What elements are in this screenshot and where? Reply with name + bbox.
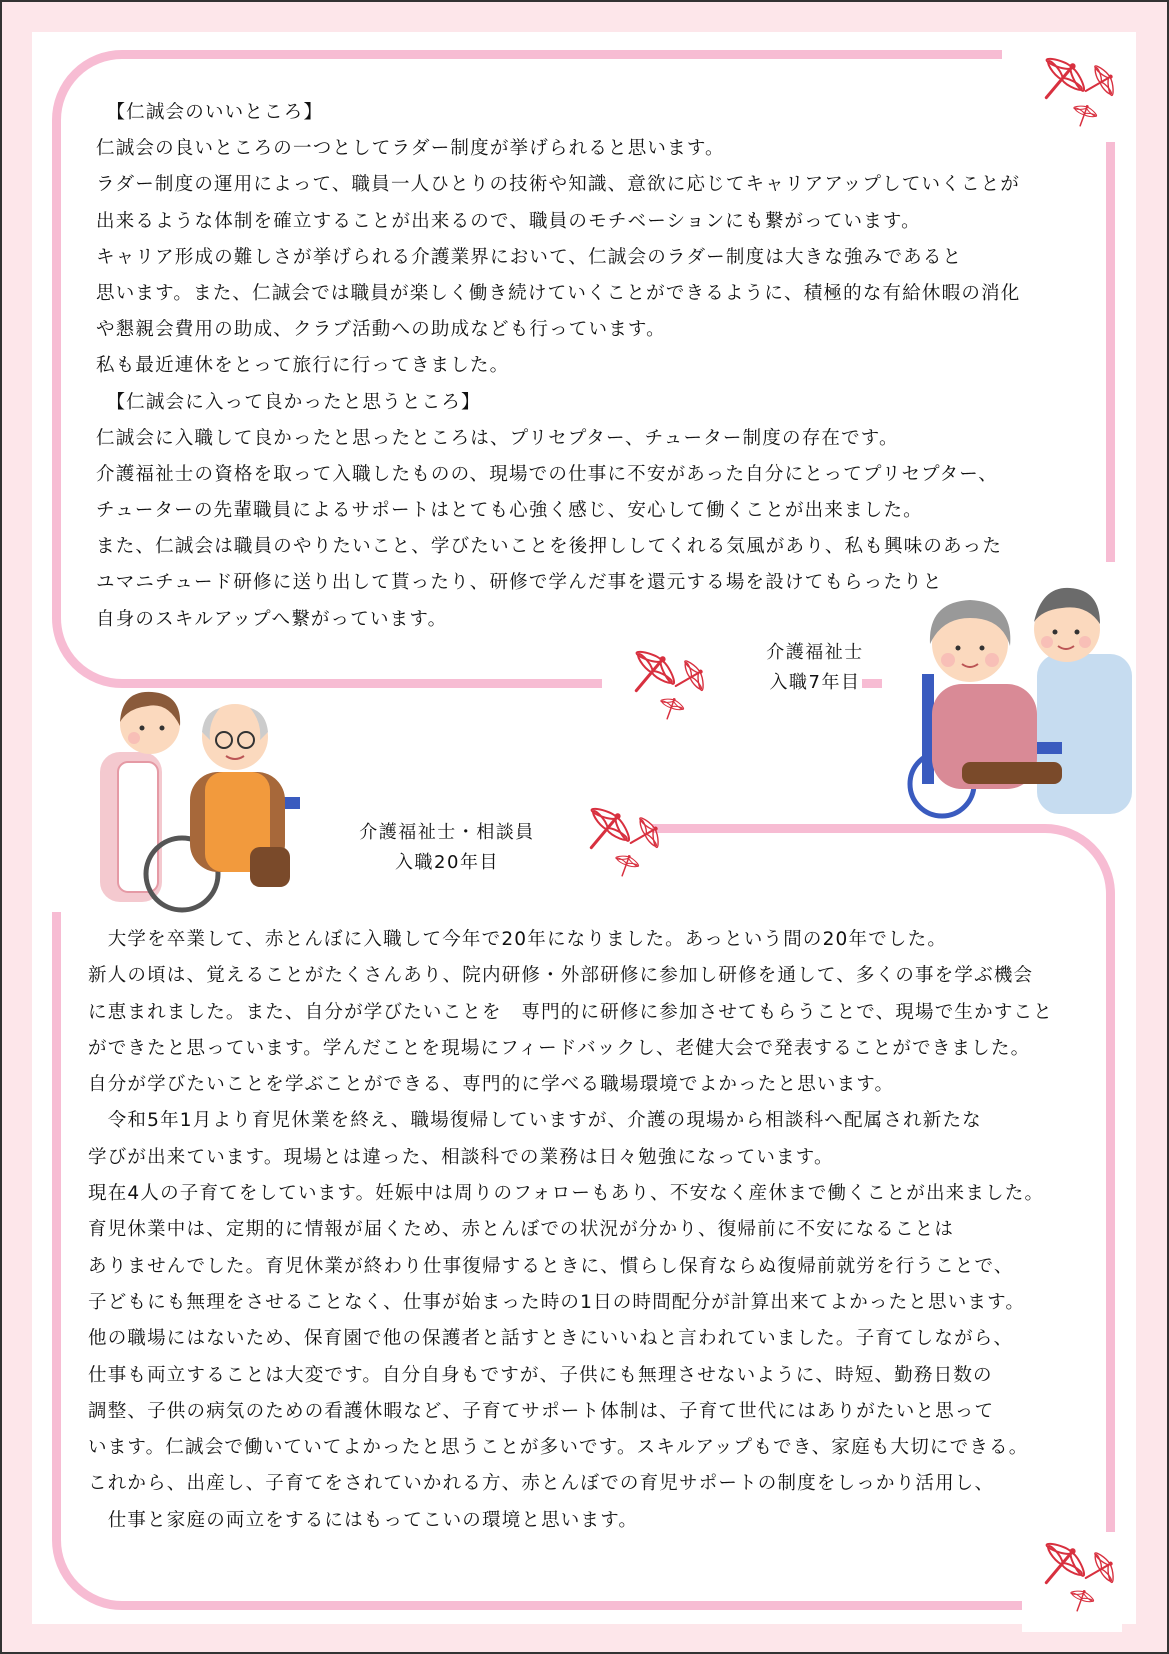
text-line: ありませんでした。育児休業が終わり仕事復帰するときに、慣らし保育ならぬ復帰前就労を行うことで、 bbox=[88, 1255, 1014, 1277]
text-line: 調整、子供の病気のための看護休暇など、子育てサポート体制は、子育て世代にはありがたいと思って bbox=[88, 1400, 995, 1422]
text-line: 出来るような体制を確立することが出来るので、職員のモチベーションにも繋がっています。 bbox=[96, 210, 921, 232]
text-line: 他の職場にはないため、保育園で他の保護者と話すときにいいねと言われていました。子育てしながら、 bbox=[88, 1328, 1014, 1350]
text-line: 自身のスキルアップへ繋がっています。 bbox=[96, 608, 448, 630]
text-line: また、仁誠会は職員のやりたいこと、学びたいことを後押ししてくれる気風があり、私も興味のあった bbox=[96, 536, 1003, 558]
dragonfly-icon bbox=[1032, 57, 1132, 127]
text-line: 仁誠会の良いところの一つとしてラダー制度が挙げられると思います。 bbox=[96, 138, 725, 160]
text-line: ラダー制度の運用によって、職員一人ひとりの技術や知識、意欲に応じてキャリアアップしていくことが bbox=[96, 174, 1021, 196]
text-line: 介護福祉士の資格を取って入職したものの、現場での仕事に不安があった自分にとってプリセプター、 bbox=[96, 463, 998, 485]
section1-heading-1: 【仁誠会のいいところ】 bbox=[96, 102, 324, 123]
text-line: ができたと思っています。学んだことを現場にフィードバックし、老健大会で発表することができました。 bbox=[88, 1037, 1031, 1059]
text-line: 仕事も両立することは大変です。自分自身もですが、子供にも無理させないように、時短、勤務日数の bbox=[88, 1364, 993, 1386]
dragonfly-icon bbox=[577, 807, 677, 877]
text-line: 思います。また、仁誠会では職員が楽しく働き続けていくことができるように、積極的な有給休暇の消化 bbox=[96, 282, 1021, 304]
text-line: や懇親会費用の助成、クラブ活動への助成なども行っています。 bbox=[96, 319, 666, 341]
text-line: います。仁誠会で働いていてよかったと思うことが多いです。スキルアップもでき、家庭も大切にできる。 bbox=[88, 1437, 1029, 1459]
text-line: ユマニチュード研修に送り出して貰ったり、研修で学んだ事を還元する場を設けてもらったりと bbox=[96, 572, 943, 594]
text-line: 令和5年1月より育児休業を終え、職場復帰していますが、介護の現場から相談科へ配属され新たな bbox=[88, 1110, 982, 1132]
signature-tenure: 入職7年目 bbox=[769, 672, 861, 693]
text-line: キャリア形成の難しさが挙げられる介護業界において、仁誠会のラダー制度は大きな強みであると bbox=[96, 246, 963, 268]
text-line: 自分が学びたいことを学ぶことができる、専門的に学べる職場環境でよかったと思います。 bbox=[88, 1074, 895, 1096]
text-line: これから、出産し、子育てをされていかれる方、赤とんぼでの育児サポートの制度をしっかり活用し、 bbox=[88, 1473, 995, 1495]
text-line: 育児休業中は、定期的に情報が届くため、赤とんぼでの状況が分かり、復帰前に不安になることは bbox=[88, 1219, 955, 1241]
signature-role: 介護福祉士・相談員 bbox=[359, 822, 535, 843]
text-line: チューターの先輩職員によるサポートはとても心強く感じ、安心して働くことが出来ました。 bbox=[96, 500, 923, 522]
dragonfly-icon bbox=[1032, 1542, 1132, 1612]
text-line: 学びが出来ています。現場とは違った、相談科での業務は日々勉強になっています。 bbox=[88, 1146, 834, 1168]
signature-tenure: 入職20年目 bbox=[395, 852, 499, 873]
section2-signature bbox=[332, 818, 562, 878]
nurse-wheelchair-illustration bbox=[70, 682, 320, 917]
text-line: 子どもにも無理をさせることなく、仕事が始まった時の1日の時間配分が計算出来てよかったと思います。 bbox=[88, 1291, 1026, 1313]
text-line: 私も最近連休をとって旅行に行ってきました。 bbox=[96, 355, 510, 377]
signature-role: 介護福祉士 bbox=[766, 642, 864, 663]
text-line: 仁誠会に入職して良かったと思ったところは、プリセプター、チューター制度の存在です。 bbox=[96, 427, 899, 449]
section1-signature bbox=[740, 638, 890, 698]
section1-text bbox=[96, 95, 1020, 638]
text-line: 大学を卒業して、赤とんぼに入職して今年で20年になりました。あっという間の20年でした。 bbox=[88, 929, 948, 950]
section2-text bbox=[88, 922, 1053, 1539]
dragonfly-icon bbox=[622, 650, 722, 720]
text-line: に恵まれました。また、自分が学びたいことを 専門的に研修に参加させてもらうことで、現場で生かすこと bbox=[88, 1001, 1053, 1023]
text-line: 現在4人の子育てをしています。妊娠中は周りのフォローもあり、不安なく産休まで働くことが出来ました。 bbox=[88, 1183, 1045, 1205]
section1-heading-2: 【仁誠会に入って良かったと思うところ】 bbox=[96, 391, 481, 413]
text-line: 仕事と家庭の両立をするにはもってこいの環境と思います。 bbox=[88, 1509, 639, 1531]
text-line: 新人の頃は、覚えることがたくさんあり、院内研修・外部研修に参加し研修を通して、多くの事を学ぶ機会 bbox=[88, 965, 1034, 987]
